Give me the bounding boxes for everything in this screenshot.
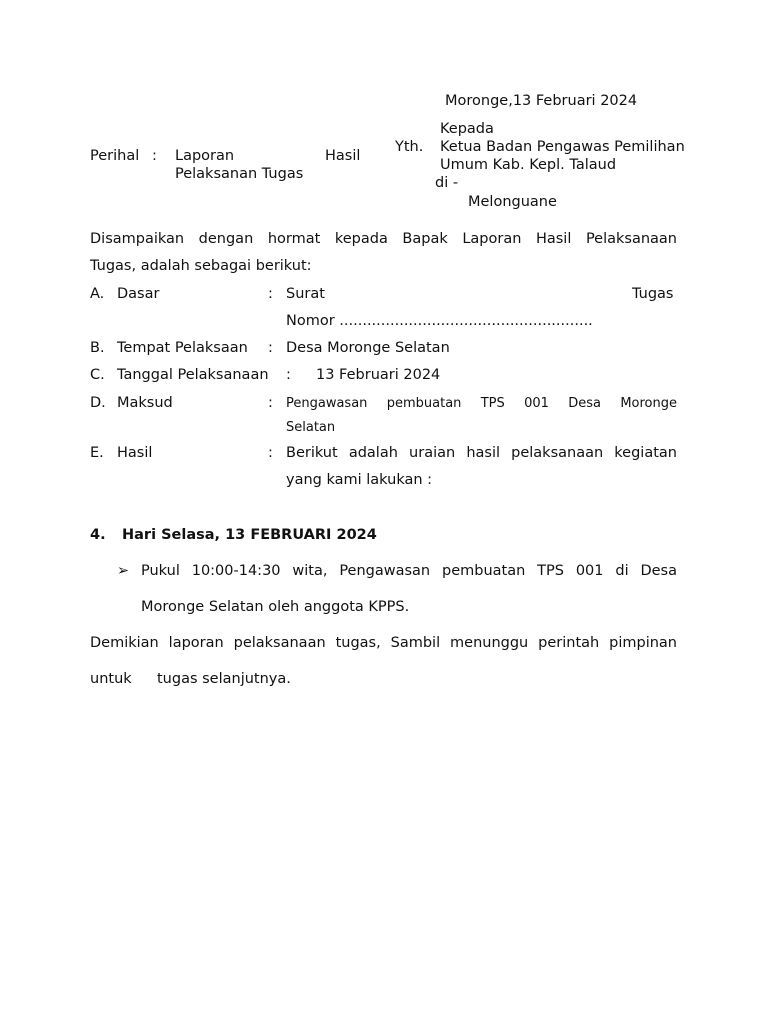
closing-line2-b: tugas selanjutnya. <box>157 671 291 687</box>
closing-line1: Demikian laporan pelaksanaan tugas, Sambil menunggu perintah pimpinan <box>90 635 677 651</box>
item-a-value-line1-a: Surat <box>286 286 325 302</box>
bullet-line1: Pukul 10:00-14:30 wita, Pengawasan pembuatan TPS 001 di Desa <box>141 563 677 579</box>
intro-line2: Tugas, adalah sebagai berikut: <box>90 258 312 274</box>
recipient-line2: Umum Kab. Kepl. Talaud <box>440 157 617 173</box>
yth-label: Yth. <box>395 139 424 155</box>
di-label: di - <box>435 175 459 191</box>
item-e-colon: : <box>268 445 273 461</box>
place-date: Moronge,13 Februari 2024 <box>445 93 638 109</box>
item-e-value-line2: yang kami lakukan : <box>286 472 433 488</box>
section-number: 4. <box>90 527 106 543</box>
perihal-line1-b: Hasil <box>325 148 361 164</box>
perihal-line1-a: Laporan <box>175 148 235 164</box>
item-b-letter: B. <box>90 340 105 356</box>
item-d-colon: : <box>268 395 273 411</box>
item-c-colon: : <box>286 367 291 383</box>
item-d-value-line2: Selatan <box>286 420 336 435</box>
item-c-letter: C. <box>90 367 105 383</box>
item-b-label: Tempat Pelaksaan <box>117 340 248 356</box>
item-e-value-line1: Berikut adalah uraian hasil pelaksanaan kegiatan <box>286 445 677 461</box>
closing-line2-a: untuk <box>90 671 132 687</box>
intro-line1: Disampaikan dengan hormat kepada Bapak Laporan Hasil Pelaksanaan <box>90 231 677 247</box>
item-a-label: Dasar <box>117 286 160 302</box>
item-b-value: Desa Moronge Selatan <box>286 340 450 356</box>
item-e-label: Hasil <box>117 445 153 461</box>
item-d-letter: D. <box>90 395 106 411</box>
item-d-label: Maksud <box>117 395 173 411</box>
perihal-label: Perihal <box>90 148 140 164</box>
item-c-label: Tanggal Pelaksanaan <box>117 367 269 383</box>
bullet-arrow-icon: ➢ <box>117 563 130 579</box>
item-a-letter: A. <box>90 286 105 302</box>
perihal-colon: : <box>152 148 157 164</box>
item-d-value-line1: Pengawasan pembuatan TPS 001 Desa Moronge <box>286 396 677 411</box>
item-a-colon: : <box>268 286 273 302</box>
bullet-line2: Moronge Selatan oleh anggota KPPS. <box>141 599 410 615</box>
item-b-colon: : <box>268 340 273 356</box>
recipient-line1: Ketua Badan Pengawas Pemilihan <box>440 139 685 155</box>
item-a-value-line1-b: Tugas <box>632 286 674 302</box>
city: Melonguane <box>468 194 557 210</box>
kepada-label: Kepada <box>440 121 494 137</box>
perihal-line2: Pelaksanan Tugas <box>175 166 304 182</box>
section-title: Hari Selasa, 13 FEBRUARI 2024 <box>122 527 377 543</box>
item-a-value-line2: Nomor ....................................................... <box>286 313 593 329</box>
item-e-letter: E. <box>90 445 104 461</box>
item-c-value: 13 Februari 2024 <box>316 367 441 383</box>
